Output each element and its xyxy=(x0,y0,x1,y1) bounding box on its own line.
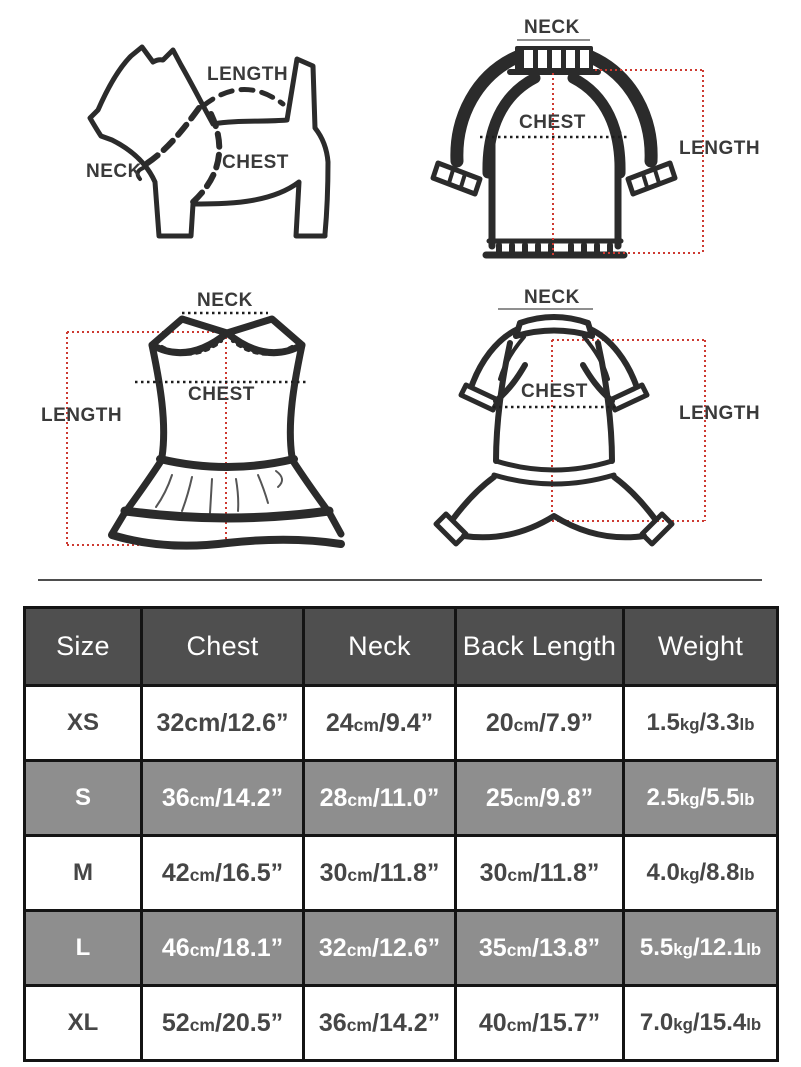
size-row-s xyxy=(25,761,778,836)
cell-l-size: L xyxy=(25,911,142,986)
cell-l-weight: 5.5kg/12.1lb xyxy=(624,911,778,986)
cell-xs-chest: 32cm/12.6” xyxy=(142,686,304,761)
jumpsuit-chest-label: CHEST xyxy=(521,381,588,402)
unit-label: cm xyxy=(189,1014,215,1035)
cell-l-neck: 32cm/12.6” xyxy=(304,911,456,986)
dog-neck-label: NECK xyxy=(86,161,142,182)
length-measure-lines xyxy=(553,70,703,255)
unit-label: lb xyxy=(746,940,762,959)
cell-m-size: M xyxy=(25,836,142,911)
neck-label-underline xyxy=(517,39,590,41)
header-cell-chest: Chest xyxy=(142,608,304,686)
unit-label: cm xyxy=(506,1014,532,1035)
cell-s-back-length: 25cm/9.8” xyxy=(456,761,624,836)
size-chart-table xyxy=(23,606,779,1062)
unit-label: cm xyxy=(513,714,539,735)
unit-label: cm xyxy=(189,789,215,810)
jumpsuit-neck-label: NECK xyxy=(524,287,580,308)
sweater-measurement-diagram xyxy=(425,15,795,260)
dress-outline-icon xyxy=(40,283,370,573)
sweater-neck-label: NECK xyxy=(524,17,580,38)
unit-label: lb xyxy=(739,865,755,884)
unit-label: lb xyxy=(739,715,755,734)
cell-xl-weight: 7.0kg/15.4lb xyxy=(624,986,778,1061)
size-row-m xyxy=(25,836,778,911)
cell-m-weight: 4.0kg/8.8lb xyxy=(624,836,778,911)
dress-chest-label: CHEST xyxy=(188,384,255,405)
header-cell-size: Size xyxy=(25,608,142,686)
dress-neck-label: NECK xyxy=(197,290,253,311)
cell-s-chest: 36cm/14.2” xyxy=(142,761,304,836)
cell-m-neck: 30cm/11.8” xyxy=(304,836,456,911)
chest-measure-line xyxy=(193,114,219,202)
cell-xl-chest: 52cm/20.5” xyxy=(142,986,304,1061)
length-measure-arc xyxy=(203,89,283,106)
cell-xs-back-length: 20cm/7.9” xyxy=(456,686,624,761)
neck-measure-line xyxy=(143,108,199,166)
unit-label: cm xyxy=(347,789,373,810)
unit-label: cm xyxy=(347,864,373,885)
cell-m-chest: 42cm/16.5” xyxy=(142,836,304,911)
unit-label: cm xyxy=(346,1014,372,1035)
unit-label: cm xyxy=(506,939,532,960)
unit-label: cm xyxy=(353,714,379,735)
unit-label: kg xyxy=(679,790,700,809)
header-cell-neck: Neck xyxy=(304,608,456,686)
cell-xs-neck: 24cm/9.4” xyxy=(304,686,456,761)
unit-label: cm xyxy=(346,939,372,960)
unit-label: kg xyxy=(679,865,700,884)
cell-l-chest: 46cm/18.1” xyxy=(142,911,304,986)
header-cell-back-length: Back Length xyxy=(456,608,624,686)
size-row-l xyxy=(25,911,778,986)
dress-measurement-diagram xyxy=(40,283,370,573)
cell-m-back-length: 30cm/11.8” xyxy=(456,836,624,911)
cell-s-neck: 28cm/11.0” xyxy=(304,761,456,836)
cell-l-back-length: 35cm/13.8” xyxy=(456,911,624,986)
unit-label: kg xyxy=(679,715,700,734)
cell-s-weight: 2.5kg/5.5lb xyxy=(624,761,778,836)
size-row-xl xyxy=(25,986,778,1061)
cell-xl-size: XL xyxy=(25,986,142,1061)
dog-length-label: LENGTH xyxy=(207,64,289,85)
cell-xl-neck: 36cm/14.2” xyxy=(304,986,456,1061)
jumpsuit-outline-icon xyxy=(430,283,790,573)
unit-label: kg xyxy=(673,1015,693,1034)
jumpsuit-measurement-diagram xyxy=(430,283,790,573)
dress-length-label: LENGTH xyxy=(41,405,123,426)
unit-label: cm xyxy=(189,864,215,885)
unit-label: cm xyxy=(189,939,215,960)
dog-measurement-diagram xyxy=(85,42,335,244)
sweater-length-label: LENGTH xyxy=(679,138,761,159)
cell-xs-weight: 1.5kg/3.3lb xyxy=(624,686,778,761)
section-divider xyxy=(38,579,762,581)
header-row xyxy=(25,608,778,686)
cell-xl-back-length: 40cm/15.7” xyxy=(456,986,624,1061)
cell-s-size: S xyxy=(25,761,142,836)
unit-label: lb xyxy=(739,790,755,809)
header-cell-weight: Weight xyxy=(624,608,778,686)
unit-label: cm xyxy=(513,789,539,810)
unit-label: kg xyxy=(673,940,693,959)
unit-label: lb xyxy=(746,1015,762,1034)
dog-chest-label: CHEST xyxy=(222,152,289,173)
sweater-chest-label: CHEST xyxy=(519,112,586,133)
jumpsuit-length-label: LENGTH xyxy=(679,403,761,424)
cell-xs-size: XS xyxy=(25,686,142,761)
unit-label: cm xyxy=(507,864,533,885)
size-row-xs xyxy=(25,686,778,761)
